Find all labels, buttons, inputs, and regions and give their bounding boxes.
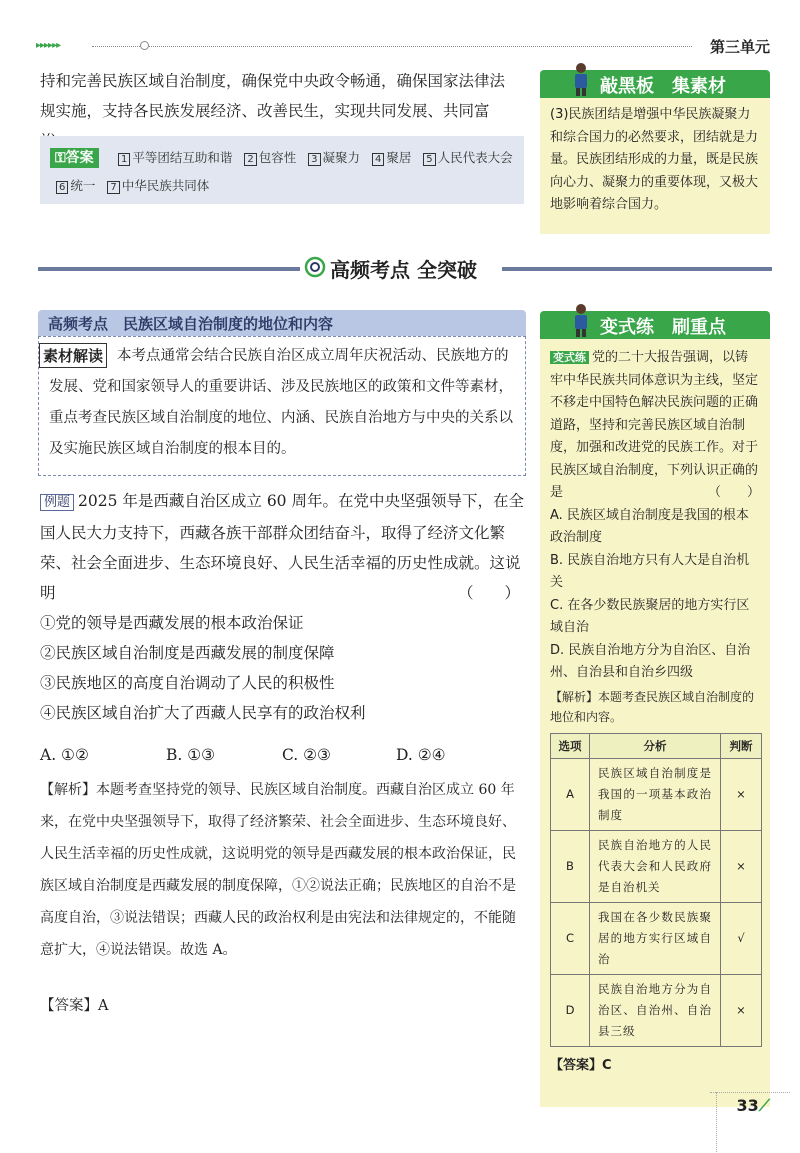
section-line-right xyxy=(502,267,772,271)
example-statement: ③民族地区的高度自治调动了人民的积极性 xyxy=(40,674,335,692)
swirl-icon xyxy=(304,256,326,278)
header-circle-icon xyxy=(140,41,149,50)
table-row: C 我国在各少数民族聚居的地方实行区域自治 √ xyxy=(551,903,762,975)
header-divider xyxy=(92,46,692,47)
answer-items-row2 xyxy=(56,176,209,198)
example-statement: ④民族区域自治扩大了西藏人民享有的政治权利 xyxy=(40,704,366,722)
page-divider xyxy=(710,1092,790,1093)
keypoint-header xyxy=(38,310,526,336)
answer-item: 6 统一 xyxy=(56,178,95,193)
variant-option-b: B. 民族自治地方只有人大是自治机关 xyxy=(550,552,750,590)
variant-option-c: C. 在各少数民族聚居的地方实行区域自治 xyxy=(550,597,750,635)
table-header: 判断 xyxy=(721,733,762,759)
option-d: D. ②④ xyxy=(396,746,446,764)
runner-icon: ⟋ xyxy=(758,1096,770,1115)
variant-panel-header xyxy=(540,311,770,339)
table-row: D 民族自治地方分为自治区、自治州、自治县三级 × xyxy=(551,975,762,1047)
answer-item: 3 凝聚力 xyxy=(308,150,360,165)
answer-item: 4 聚居 xyxy=(372,150,411,165)
table-row: A 民族区域自治制度是我国的一项基本政治制度 × xyxy=(551,759,762,831)
continuation-paragraph: 持和完善民族区域自治制度，确保党中央政令畅通，确保国家法律法规实施，支持各民族发展经济、改善民生，实现共同发展、共同富 xyxy=(40,72,506,120)
variant-panel xyxy=(540,311,770,1107)
keypoint-label: 素材解读 xyxy=(39,343,107,368)
variant-label: 变式练 xyxy=(550,351,589,364)
variant-stem: 变式练 党的二十大报告强调，以铸牢中华民族共同体意识为主线，坚定不移走中国特色解决民族问题的正确道路，坚持和完善民族区域自治制度，加强和改进党的民族工作。对于民族区域自治制度，下列认识正确的是 （ ） xyxy=(550,347,760,505)
answer-items-row1 xyxy=(118,148,513,170)
blackboard-panel-text: (3)民族团结是增强中华民族凝聚力和综合国力的必然要求，团结就是力量。民族团结形成的力量，既是民族向心力、凝聚力的重要体现，又极大地影响着综合国力。 xyxy=(540,98,770,234)
variant-analysis: 【解析】本题考查民族区域自治制度的地位和内容。 xyxy=(550,689,755,724)
section-line-left xyxy=(38,267,300,271)
key-icon: ⚿ xyxy=(55,150,66,166)
table-row: B 民族自治地方的人民代表大会和人民政府是自治机关 × xyxy=(551,831,762,903)
example-statement: ②民族区域自治制度是西藏发展的制度保障 xyxy=(40,644,335,662)
teacher-icon xyxy=(570,303,592,337)
answer-label: ⚿答案 xyxy=(50,148,99,168)
blackboard-panel-title: 敲黑板 集素材 xyxy=(600,76,726,97)
variant-answer: 【答案】C xyxy=(550,1058,612,1073)
page-number: 33⟋ xyxy=(736,1096,770,1115)
example-answer: 【答案】A xyxy=(40,998,109,1014)
analysis-table xyxy=(550,733,762,1048)
example-bracket: （ ） xyxy=(457,584,520,602)
option-a: A. ①② xyxy=(40,746,89,764)
answer-item: 1 平等团结互助和谐 xyxy=(118,150,232,165)
option-b: B. ①③ xyxy=(166,746,216,764)
option-c: C. ②③ xyxy=(282,746,331,764)
variant-panel-body xyxy=(540,339,770,1107)
keypoint-title: 高频考点 民族区域自治制度的地位和内容 xyxy=(48,315,334,333)
page-vertical-divider xyxy=(716,1092,717,1152)
example-statement: ①党的领导是西藏发展的根本政治保证 xyxy=(40,614,304,632)
example-label: 例题 xyxy=(40,494,74,511)
answer-box xyxy=(40,136,524,204)
teacher-icon xyxy=(570,62,592,96)
variant-option-d: D. 民族自治地方分为自治区、自治州、自治县和自治乡四级 xyxy=(550,642,751,680)
answer-item: 7 中华民族共同体 xyxy=(107,178,209,193)
variant-panel-title: 变式练 刷重点 xyxy=(600,317,726,338)
blackboard-panel-header xyxy=(540,70,770,98)
keypoint-box xyxy=(38,336,526,476)
example-question xyxy=(40,486,524,728)
variant-bracket: （ ） xyxy=(707,485,760,500)
answer-item: 5 人民代表大会 xyxy=(423,150,512,165)
example-analysis: 【解析】本题考查坚持党的领导、民族区域自治制度。西藏自治区成立 60 年来，在党中央坚强领导下，取得了经济繁荣、社会全面进步、生态环境良好、人民生活幸福的历史性成就，这说明党的领导是西藏发展的根本政治保证，民族区域自治制度是西藏发展的制度保障，①②说法正确；民族地区的自治不是高度自治，③说法错误；西藏人民的政治权利是由宪法和法律规定的，不能随意扩大，④说法错误。故选 A。 xyxy=(40,782,516,958)
keypoint-text: 本考点通常会结合民族自治区成立周年庆祝活动、民族地方的发展、党和国家领导人的重要讲话、涉及民族地区的政策和文件等素材，重点考查民族区域自治制度的地位、内涵、民族自治地方与中央的关系以及实施民族区域自治制度的根本目的。 xyxy=(49,348,513,457)
blackboard-panel xyxy=(540,70,770,234)
section-title: 高频考点 全突破 xyxy=(330,258,477,282)
example-stem: 2025 年是西藏自治区成立 60 周年。在党中央坚强领导下，在全国人民大力支持下，西藏各族干部群众团结奋斗，取得了经济文化繁荣、社会全面进步、生态环境良好、人民生活幸福的历史性成就。这说明 xyxy=(40,492,524,602)
header-arrows: ▸▸▸▸▸▸ xyxy=(36,40,61,51)
table-header: 选项 xyxy=(551,733,590,759)
table-header: 分析 xyxy=(590,733,721,759)
variant-option-a: A. 民族区域自治制度是我国的根本政治制度 xyxy=(550,507,749,545)
unit-title: 第三单元 xyxy=(709,38,770,56)
answer-item: 2 包容性 xyxy=(244,150,296,165)
